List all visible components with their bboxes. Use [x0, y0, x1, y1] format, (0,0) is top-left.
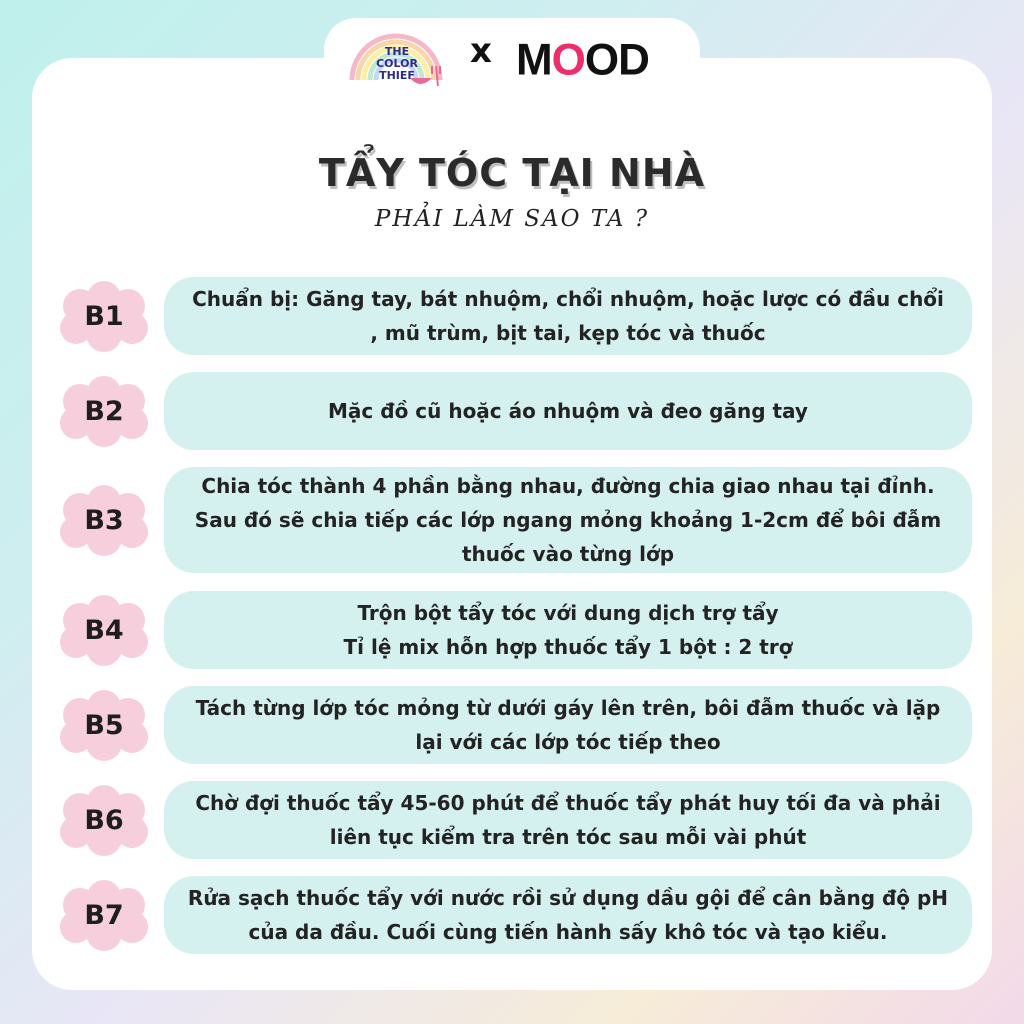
step-text-line: lại với các lớp tóc tiếp theo	[415, 730, 721, 754]
step-badge	[58, 877, 150, 953]
page-title: TẨY TÓC TẠI NHÀ	[318, 151, 706, 195]
step-text-box	[164, 467, 972, 573]
step-text-line: Rửa sạch thuốc tẩy với nước rồi sử dụng dầu gội để cân bằng độ pH	[187, 886, 949, 910]
step-text-box	[164, 686, 972, 764]
step-text-line: Mặc đồ cũ hoặc áo nhuộm và đeo găng tay	[328, 399, 808, 423]
step-text-box	[164, 781, 972, 859]
logo-word-3: THIEF	[379, 69, 415, 82]
step-badge	[58, 482, 150, 558]
step-label: B2	[84, 395, 124, 427]
step-text-box	[164, 876, 972, 954]
color-thief-logo	[346, 24, 458, 90]
step-label: B3	[84, 504, 124, 536]
step-text-line: Sau đó sẽ chia tiếp các lớp ngang mỏng khoảng 1-2cm để bôi đẫm	[194, 508, 942, 532]
collab-separator: x	[470, 31, 492, 71]
step-label: B1	[84, 300, 124, 332]
step-text-line: Chờ đợi thuốc tẩy 45-60 phút để thuốc tẩy phát huy tối đa và phải	[195, 791, 941, 815]
step-text	[195, 786, 940, 854]
logo-word-2: COLOR	[376, 57, 418, 70]
step-badge	[58, 687, 150, 763]
mood-logo-part-2: OD	[584, 34, 649, 85]
step-text-line: thuốc vào từng lớp	[461, 542, 675, 566]
step-text	[188, 881, 948, 949]
step-text-box	[164, 277, 972, 355]
step-badge	[58, 592, 150, 668]
step-text-box	[164, 591, 972, 669]
step-text-line: của da đầu. Cuối cùng tiến hành sấy khô tóc và tạo kiểu.	[248, 920, 888, 944]
logo-word-1: THE	[384, 45, 410, 58]
step-text	[344, 596, 793, 664]
step-text-line: Chia tóc thành 4 phần bằng nhau, đường chia giao nhau tại đỉnh.	[201, 474, 935, 498]
mood-logo-accent: O	[551, 34, 585, 85]
step-text	[328, 394, 808, 428]
step-label: B6	[84, 804, 124, 836]
step-label: B4	[84, 614, 124, 646]
step-text-line: Chuẩn bị: Găng tay, bát nhuộm, chổi nhuộm, hoặc lược có đầu chổi	[192, 287, 944, 311]
step-text-line: Tách từng lớp tóc mỏng từ dưới gáy lên trên, bôi đẫm thuốc và lặp	[195, 696, 941, 720]
step-text	[196, 691, 941, 759]
step-text-line: Trộn bột tẩy tóc với dung dịch trợ tẩy	[357, 601, 779, 625]
mood-logo-part-1: M	[516, 34, 552, 85]
step-text	[195, 469, 941, 571]
step-label: B7	[84, 899, 124, 931]
step-label: B5	[84, 709, 124, 741]
step-badge	[58, 782, 150, 858]
step-badge	[58, 373, 150, 449]
step-text	[192, 282, 944, 350]
step-badge	[58, 278, 150, 354]
step-text-box	[164, 372, 972, 450]
page-subtitle: PHẢI LÀM SAO TA ?	[374, 206, 650, 232]
step-text-line: Tỉ lệ mix hỗn hợp thuốc tẩy 1 bột : 2 trợ	[343, 635, 793, 659]
step-text-line: , mũ trùm, bịt tai, kẹp tóc và thuốc	[370, 321, 766, 345]
mood-logo	[516, 36, 649, 85]
step-text-line: liên tục kiểm tra trên tóc sau mỗi vài phút	[329, 825, 807, 849]
